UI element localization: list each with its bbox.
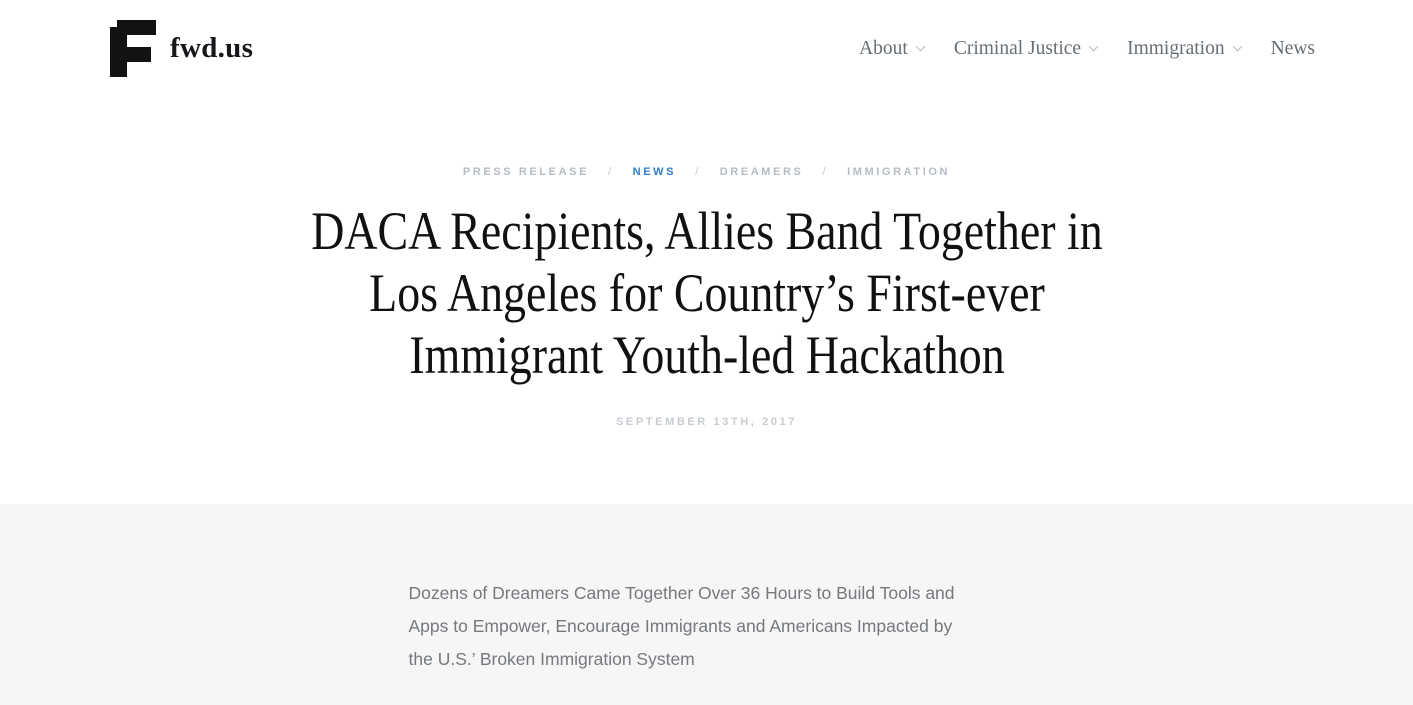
main-nav bbox=[859, 38, 1315, 60]
nav-item-news[interactable] bbox=[1271, 38, 1315, 60]
nav-item-about[interactable] bbox=[859, 38, 924, 60]
breadcrumb-item-press-release[interactable]: PRESS RELEASE bbox=[462, 165, 590, 178]
article-headline bbox=[256, 200, 1157, 386]
headline-line-3: Immigrant Youth-led Hackathon bbox=[408, 325, 1005, 385]
nav-item-about-label: About bbox=[859, 37, 908, 59]
brand-logo[interactable] bbox=[110, 20, 253, 77]
fwdus-f-logo-icon bbox=[110, 20, 156, 77]
chevron-down-icon bbox=[915, 42, 925, 52]
nav-item-criminal-justice[interactable] bbox=[954, 38, 1097, 60]
chevron-down-icon bbox=[1089, 42, 1099, 52]
breadcrumb-separator: / bbox=[822, 165, 829, 178]
breadcrumb bbox=[0, 165, 1413, 178]
breadcrumb-item-news[interactable]: NEWS bbox=[632, 165, 677, 178]
headline-line-2: Los Angeles for Country’s First-ever bbox=[368, 263, 1045, 323]
headline-line-1: DACA Recipients, Allies Band Together in bbox=[310, 201, 1103, 261]
subtitle-line-3: the U.S.’ Broken Immigration System bbox=[408, 649, 695, 669]
breadcrumb-separator: / bbox=[695, 165, 701, 178]
site-header bbox=[0, 0, 1413, 97]
subtitle-line-1: Dozens of Dreamers Came Together Over 36 Hours to Build Tools and bbox=[408, 583, 955, 603]
subtitle-line-2: Apps to Empower, Encourage Immigrants and Americans Impacted by bbox=[408, 616, 953, 636]
nav-item-immigration[interactable] bbox=[1127, 38, 1240, 60]
subheader-section bbox=[0, 504, 1413, 705]
breadcrumb-separator: / bbox=[608, 165, 614, 178]
nav-item-immigration-label: Immigration bbox=[1127, 37, 1225, 59]
breadcrumb-item-immigration[interactable]: IMMIGRATION bbox=[847, 165, 951, 178]
article-date: SEPTEMBER 13TH, 2017 bbox=[616, 416, 797, 428]
article-header bbox=[0, 97, 1413, 504]
breadcrumb-item-dreamers[interactable]: DREAMERS bbox=[719, 165, 804, 178]
brand-wordmark: fwd.us bbox=[170, 32, 254, 64]
nav-item-news-label: News bbox=[1270, 37, 1315, 59]
nav-item-criminal-justice-label: Criminal Justice bbox=[953, 37, 1082, 59]
article-subtitle bbox=[409, 577, 1005, 676]
chevron-down-icon bbox=[1232, 42, 1242, 52]
